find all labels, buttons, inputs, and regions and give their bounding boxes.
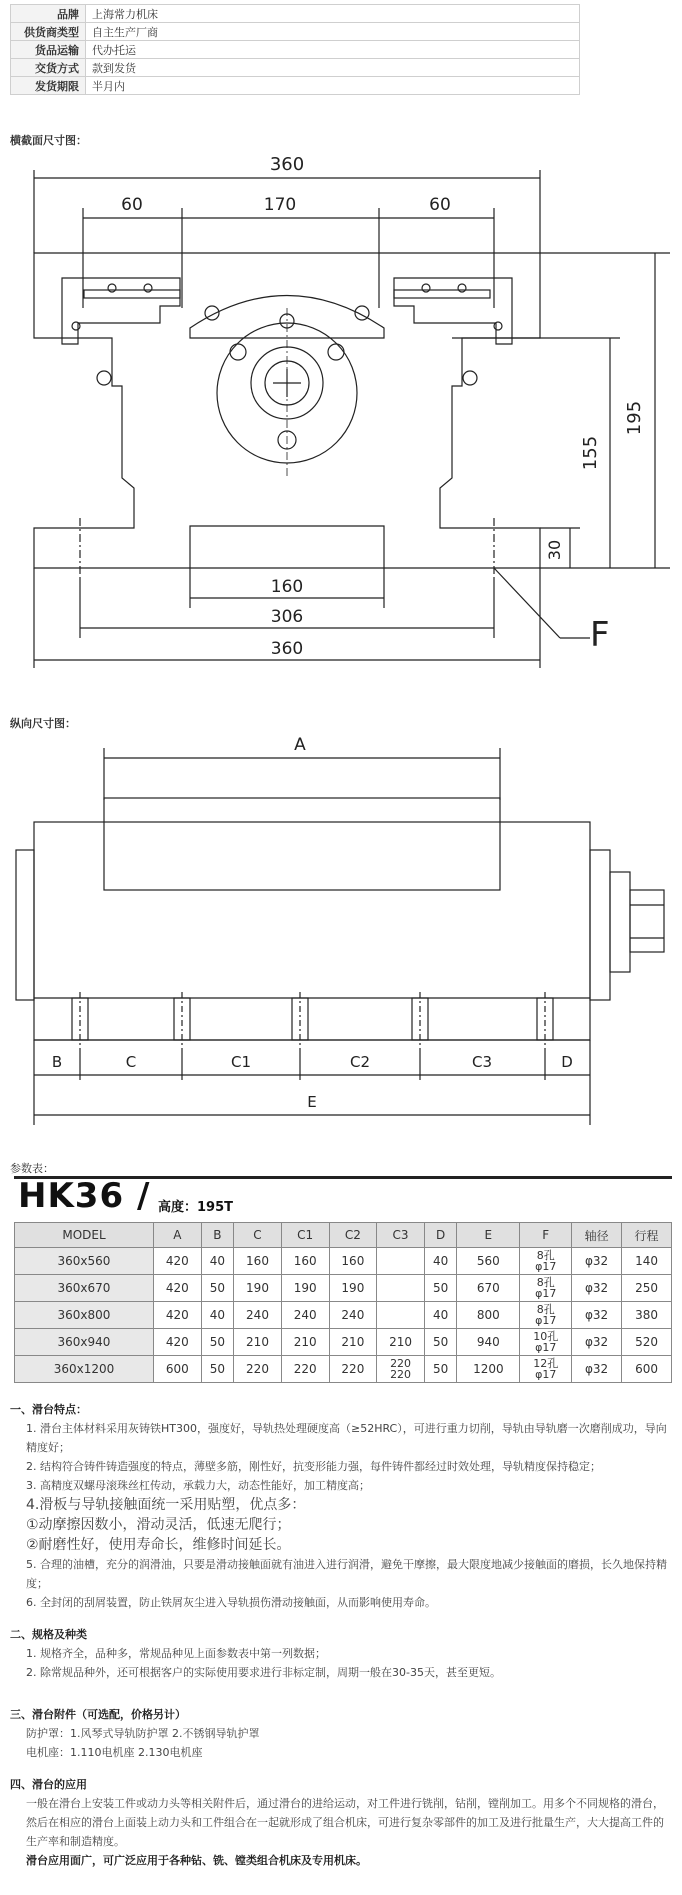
- feature-item: 1. 滑台主体材料采用灰铸铁HT300，强度好，导轨热处理硬度高（≥52HRC），可进行重力切削，导轨由导轨磨一次磨削成功，导向精度好；: [26, 1422, 667, 1454]
- cell-a: 420: [154, 1248, 202, 1275]
- info-key: 交货方式: [11, 59, 86, 77]
- cell-c1: 210: [281, 1329, 329, 1356]
- cross-section-title: 横截面尺寸图：: [10, 134, 87, 147]
- cell-c2: 240: [329, 1302, 377, 1329]
- accessories-title: 三、滑台附件（可选配，价格另计）: [10, 1708, 186, 1721]
- params-label: 参数表：: [10, 1162, 54, 1175]
- cell-f: [520, 1275, 572, 1302]
- dim-c2: C2: [349, 1053, 371, 1071]
- dim-30: 30: [545, 539, 564, 561]
- cell-e: 800: [457, 1302, 520, 1329]
- param-table: [14, 1222, 672, 1383]
- cell-model: 360x800: [15, 1302, 154, 1329]
- col-c: C: [234, 1223, 282, 1248]
- cell-shaft: φ32: [572, 1248, 622, 1275]
- feature-item: 5. 合理的油槽，充分的润滑油，只要是滑动接触面就有油进入进行润滑，避免干摩擦，最大限度地减少接触面的磨损，长久地保持精度；: [26, 1558, 667, 1590]
- cell-c1: 160: [281, 1248, 329, 1275]
- feature-item: ①动摩擦因数小，滑动灵活，低速无爬行；: [26, 1517, 291, 1533]
- dim-a: A: [294, 735, 306, 755]
- cell-c3: [377, 1248, 425, 1275]
- cell-b: 40: [201, 1248, 233, 1275]
- info-table: [10, 4, 580, 95]
- features-section: [10, 1400, 672, 1612]
- cell-a: 420: [154, 1302, 202, 1329]
- col-c2: C2: [329, 1223, 377, 1248]
- cell-f-dia: φ17: [535, 1259, 557, 1273]
- cell-b: 50: [201, 1275, 233, 1302]
- cell-f: [520, 1356, 572, 1383]
- dim-360-bottom: 360: [270, 639, 304, 659]
- param-row: [15, 1356, 672, 1383]
- cell-e: 1200: [457, 1356, 520, 1383]
- longitudinal-drawing: [0, 730, 682, 1130]
- cell-shaft: φ32: [572, 1302, 622, 1329]
- col-stroke: 行程: [622, 1223, 672, 1248]
- height-label: 高度：195T: [158, 1200, 234, 1215]
- info-row: [11, 5, 580, 23]
- info-row: [11, 41, 580, 59]
- cell-f-holes: 8孔: [536, 1248, 555, 1262]
- cell-c2: 220: [329, 1356, 377, 1383]
- feature-item: 4.滑板与导轨接触面统一采用贴塑，优点多：: [26, 1497, 306, 1513]
- param-row: [15, 1275, 672, 1302]
- cell-c3: 220 220: [377, 1356, 425, 1383]
- cell-e: 670: [457, 1275, 520, 1302]
- cell-c: 190: [234, 1275, 282, 1302]
- info-value: 款到发货: [86, 59, 580, 77]
- cell-c: 220: [234, 1356, 282, 1383]
- cell-c3: 210: [377, 1329, 425, 1356]
- cell-f-dia: φ17: [535, 1313, 557, 1327]
- specs-section: [10, 1625, 672, 1682]
- specs-title: 二、规格及种类: [10, 1628, 87, 1641]
- info-row: [11, 23, 580, 41]
- cell-d: 50: [424, 1356, 456, 1383]
- param-row: [15, 1329, 672, 1356]
- cell-c1: 220: [281, 1356, 329, 1383]
- info-row: [11, 59, 580, 77]
- cell-c2: 190: [329, 1275, 377, 1302]
- col-c1: C1: [281, 1223, 329, 1248]
- cell-f: [520, 1329, 572, 1356]
- cell-f-dia: φ17: [535, 1286, 557, 1300]
- col-a: A: [154, 1223, 202, 1248]
- info-key: 供货商类型: [11, 23, 86, 41]
- cell-model: 360x560: [15, 1248, 154, 1275]
- cell-stroke: 140: [622, 1248, 672, 1275]
- cell-a: 420: [154, 1329, 202, 1356]
- application-title: 四、滑台的应用: [10, 1778, 87, 1791]
- cell-b: 50: [201, 1356, 233, 1383]
- dim-155: 155: [580, 435, 601, 471]
- cell-a: 600: [154, 1356, 202, 1383]
- dim-c3: C3: [471, 1053, 493, 1071]
- cell-f-dia: φ17: [535, 1340, 557, 1354]
- longitudinal-title: 纵向尺寸图：: [10, 717, 76, 730]
- cell-c1: 240: [281, 1302, 329, 1329]
- cell-model: 360x670: [15, 1275, 154, 1302]
- dim-160: 160: [270, 577, 304, 597]
- col-shaft: 轴径: [572, 1223, 622, 1248]
- col-d: D: [424, 1223, 456, 1248]
- cell-d: 50: [424, 1329, 456, 1356]
- dim-d: D: [561, 1053, 573, 1071]
- cell-stroke: 250: [622, 1275, 672, 1302]
- cell-c2: 160: [329, 1248, 377, 1275]
- accessories-section: [10, 1705, 672, 1762]
- cell-a: 420: [154, 1275, 202, 1302]
- cell-c3: [377, 1275, 425, 1302]
- cell-f: [520, 1302, 572, 1329]
- cell-shaft: φ32: [572, 1329, 622, 1356]
- feature-item: 6. 全封闭的刮屑装置，防止铁屑灰尘进入导轨损伤滑动接触面，从而影响使用寿命。: [26, 1596, 436, 1609]
- info-value: 代办托运: [86, 41, 580, 59]
- col-b: B: [201, 1223, 233, 1248]
- cell-stroke: 600: [622, 1356, 672, 1383]
- cell-model: 360x1200: [15, 1356, 154, 1383]
- cell-e: 560: [457, 1248, 520, 1275]
- cell-e: 940: [457, 1329, 520, 1356]
- cell-f-holes: 8孔: [536, 1302, 555, 1316]
- cell-f-dia: φ17: [535, 1367, 557, 1381]
- cell-c: 240: [234, 1302, 282, 1329]
- dim-306: 306: [270, 607, 304, 627]
- cell-b: 50: [201, 1329, 233, 1356]
- info-value: 上海常力机床: [86, 5, 580, 23]
- cell-f-holes: 12孔: [533, 1356, 559, 1370]
- cell-b: 40: [201, 1302, 233, 1329]
- info-value: 半月内: [86, 77, 580, 95]
- feature-item: 2. 结构符合铸件铸造强度的特点，薄壁多筋，刚性好，抗变形能力强，每件铸件都经过时效处理，导轨精度保持稳定；: [26, 1460, 601, 1473]
- dim-170: 170: [263, 195, 297, 215]
- cell-shaft: φ32: [572, 1275, 622, 1302]
- spec-item: 1. 规格齐全，品种多，常规品种见上面参数表中第一列数据；: [26, 1647, 326, 1660]
- cell-stroke: 380: [622, 1302, 672, 1329]
- cell-f-holes: 10孔: [533, 1329, 559, 1343]
- col-c3: C3: [377, 1223, 425, 1248]
- param-header-row: [15, 1223, 672, 1248]
- cross-section-drawing: [0, 148, 682, 678]
- cell-d: 40: [424, 1302, 456, 1329]
- dim-top-360: 360: [269, 154, 305, 175]
- application-paragraph: 一般在滑台上安装工件或动力头等相关附件后，通过滑台的进给运动，对工件进行铣削，钻削，镗削加工。用多个不同规格的滑台，然后在相应的滑台上面装上动力头和工件组合在一起就形成了组合机床，可进行复杂零部件的加工及进行批量生产，大大提高工件的生产率和制造精度。: [26, 1797, 664, 1848]
- col-model: MODEL: [15, 1223, 154, 1248]
- dim-e: E: [307, 1093, 317, 1111]
- application-section: [10, 1775, 672, 1870]
- dim-c: C: [125, 1053, 137, 1071]
- cell-d: 40: [424, 1248, 456, 1275]
- application-bold: 滑台应用面广，可广泛应用于各种钻、铣、镗类组合机床及专用机床。: [26, 1854, 367, 1867]
- accessory-item: 防护罩：1.风琴式导轨防护罩 2.不锈钢导轨护罩: [26, 1727, 260, 1740]
- features-title: 一、滑台特点：: [10, 1403, 87, 1416]
- cell-stroke: 520: [622, 1329, 672, 1356]
- info-key: 货品运输: [11, 41, 86, 59]
- cell-f-holes: 8孔: [536, 1275, 555, 1289]
- cell-shaft: φ32: [572, 1356, 622, 1383]
- feature-item: ②耐磨性好，使用寿命长，维修时间延长。: [26, 1537, 291, 1553]
- cell-c: 210: [234, 1329, 282, 1356]
- cell-c: 160: [234, 1248, 282, 1275]
- col-f: F: [520, 1223, 572, 1248]
- dim-60-left: 60: [121, 195, 143, 215]
- label-f: F: [590, 615, 610, 655]
- accessory-item: 电机座：1.110电机座 2.130电机座: [26, 1746, 203, 1759]
- col-e: E: [457, 1223, 520, 1248]
- cell-c1: 190: [281, 1275, 329, 1302]
- info-key: 发货期限: [11, 77, 86, 95]
- dim-b: B: [51, 1053, 63, 1071]
- info-key: 品牌: [11, 5, 86, 23]
- cell-f: [520, 1248, 572, 1275]
- cell-c3: [377, 1302, 425, 1329]
- info-value: 自主生产厂商: [86, 23, 580, 41]
- param-row: [15, 1248, 672, 1275]
- cell-d: 50: [424, 1275, 456, 1302]
- spec-item: 2. 除常规品种外，还可根据客户的实际使用要求进行非标定制，周期一般在30-35天，甚至更短。: [26, 1666, 501, 1679]
- dim-60-right: 60: [429, 195, 451, 215]
- param-row: [15, 1302, 672, 1329]
- info-row: [11, 77, 580, 95]
- model-title: HK36 /: [18, 1176, 151, 1216]
- cell-model: 360x940: [15, 1329, 154, 1356]
- cell-c2: 210: [329, 1329, 377, 1356]
- feature-item: 3. 高精度双螺母滚珠丝杠传动，承载力大，动态性能好，加工精度高；: [26, 1479, 370, 1492]
- dim-c1: C1: [230, 1053, 252, 1071]
- dim-195: 195: [624, 400, 645, 436]
